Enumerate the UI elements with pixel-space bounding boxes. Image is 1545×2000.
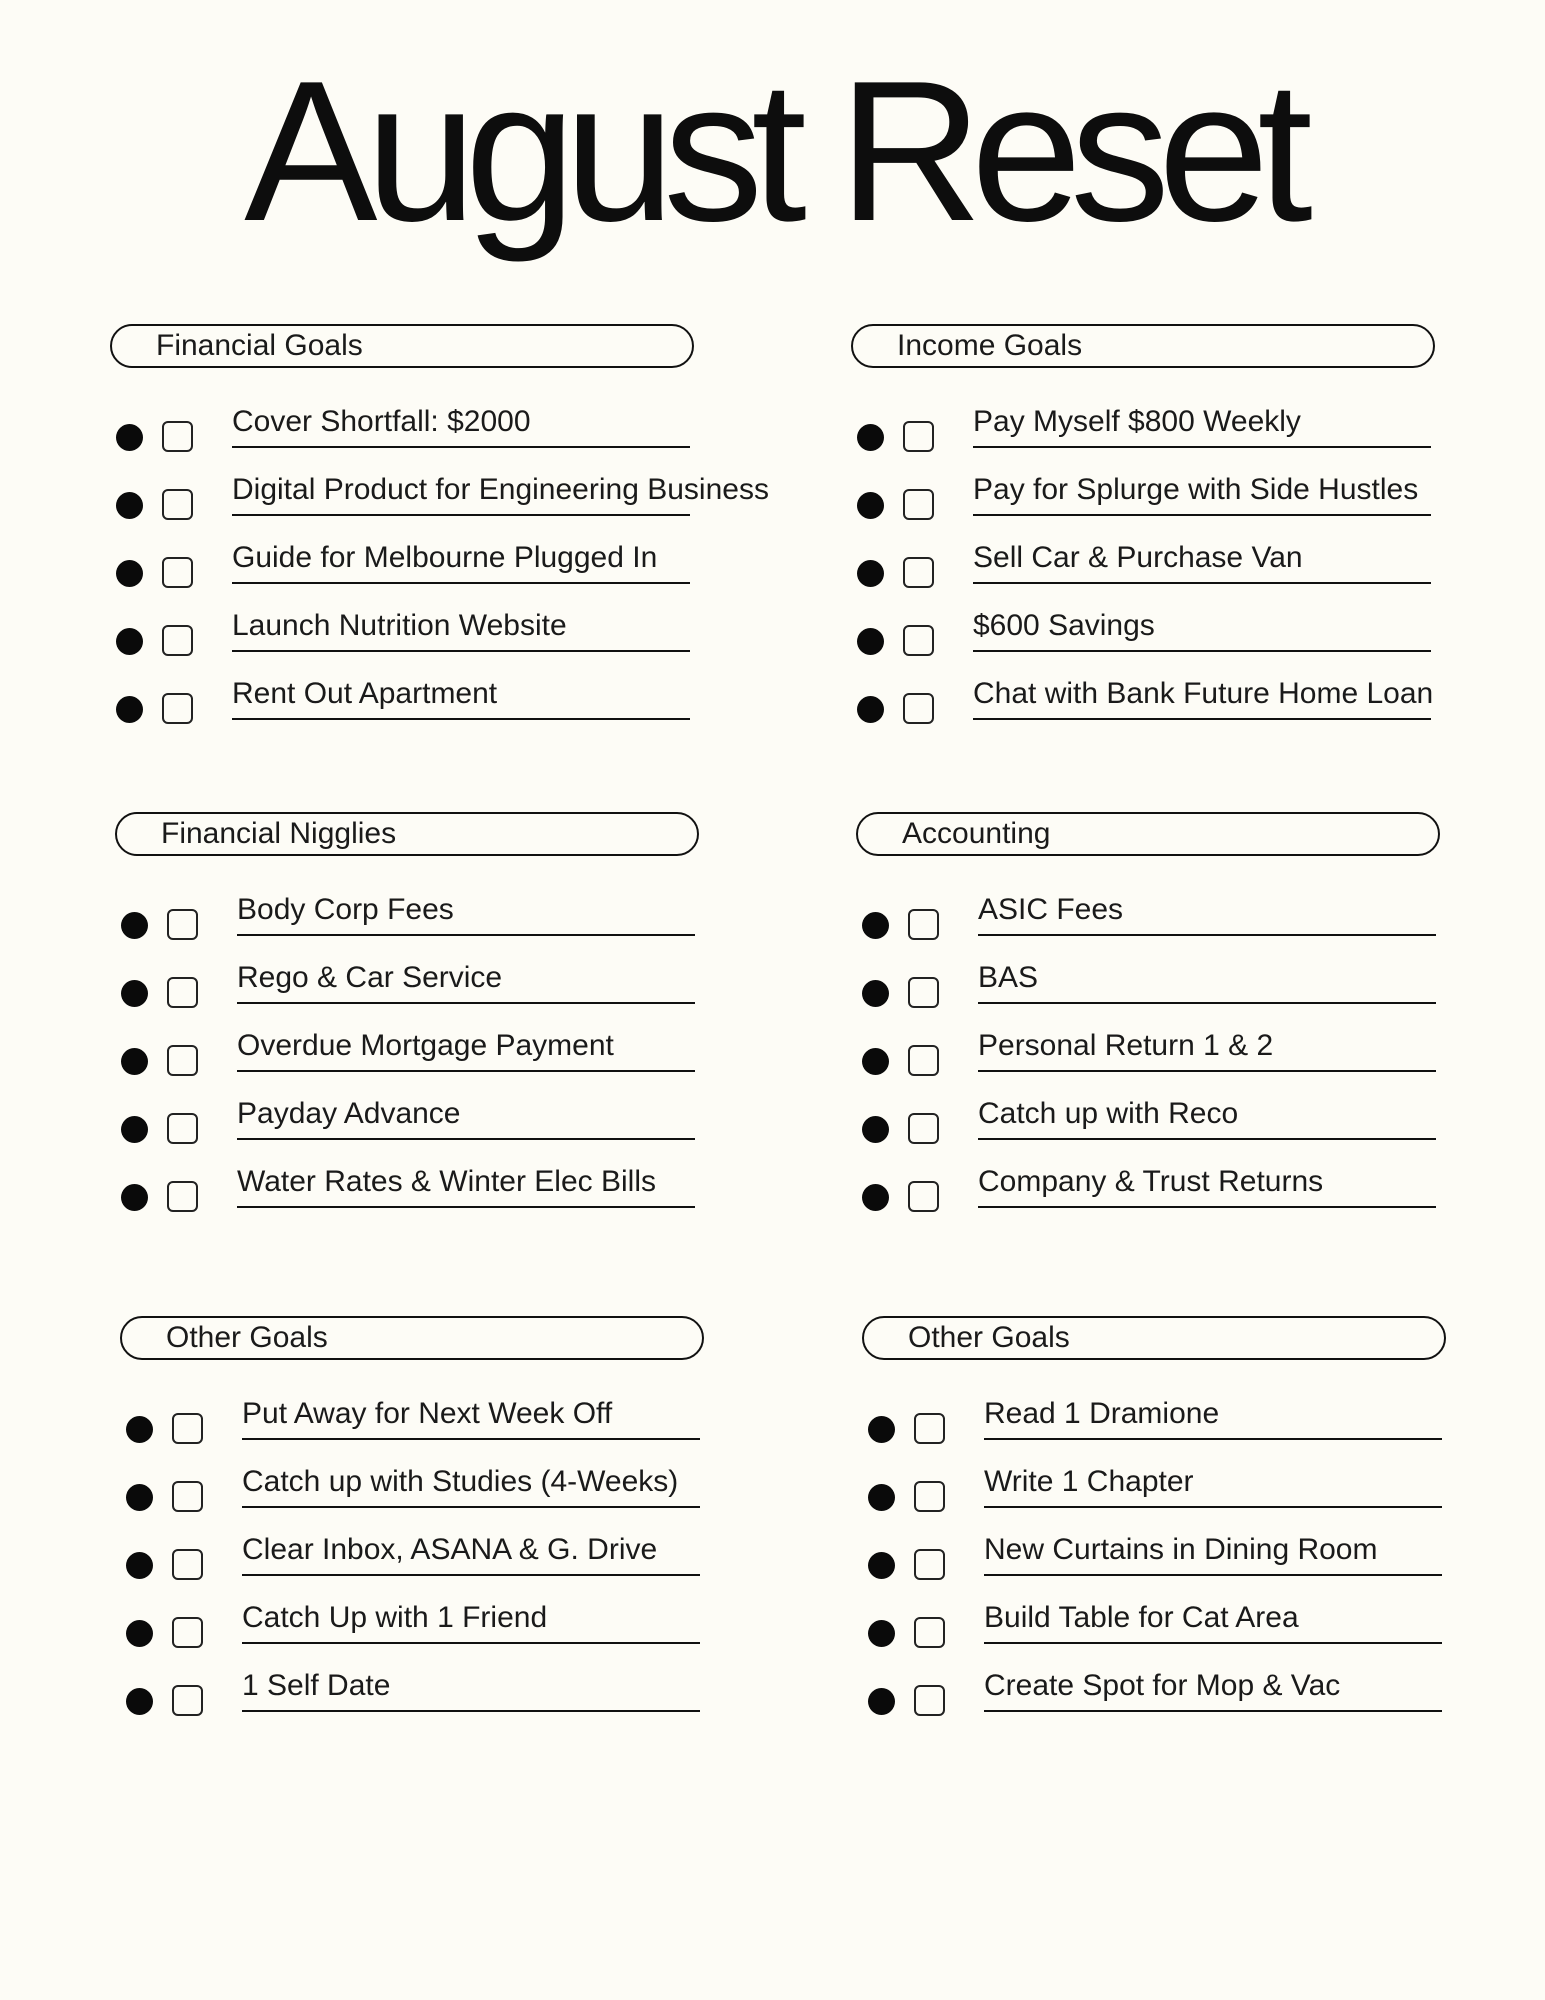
list-item — [851, 466, 1451, 534]
list-item — [862, 1390, 1462, 1458]
bullet-icon — [126, 1484, 153, 1511]
checkbox[interactable] — [914, 1413, 945, 1444]
item-label: Overdue Mortgage Payment — [237, 1026, 695, 1072]
checkbox[interactable] — [903, 693, 934, 724]
item-label: Company & Trust Returns — [978, 1162, 1436, 1208]
item-label: Body Corp Fees — [237, 890, 695, 936]
checkbox[interactable] — [172, 1685, 203, 1716]
bullet-icon — [121, 912, 148, 939]
checklist — [120, 1390, 720, 1730]
item-label: Digital Product for Engineering Business — [232, 470, 690, 516]
item-label: Cover Shortfall: $2000 — [232, 402, 690, 448]
list-item — [120, 1390, 720, 1458]
section-header: Financial Nigglies — [115, 812, 699, 856]
checkbox[interactable] — [908, 977, 939, 1008]
checkbox[interactable] — [167, 977, 198, 1008]
checkbox[interactable] — [172, 1617, 203, 1648]
bullet-icon — [868, 1688, 895, 1715]
list-item — [115, 886, 715, 954]
bullet-icon — [862, 1048, 889, 1075]
list-item — [110, 602, 710, 670]
item-label: 1 Self Date — [242, 1666, 700, 1712]
list-item — [115, 1090, 715, 1158]
list-item — [851, 670, 1451, 738]
checkbox[interactable] — [908, 1113, 939, 1144]
item-label: Sell Car & Purchase Van — [973, 538, 1431, 584]
item-label: Create Spot for Mop & Vac — [984, 1666, 1442, 1712]
checkbox[interactable] — [167, 909, 198, 940]
list-item — [862, 1458, 1462, 1526]
page-title: August Reset — [244, 40, 1301, 263]
item-label: Catch Up with 1 Friend — [242, 1598, 700, 1644]
list-item — [862, 1594, 1462, 1662]
list-item — [120, 1662, 720, 1730]
checkbox[interactable] — [167, 1113, 198, 1144]
checkbox[interactable] — [162, 693, 193, 724]
list-item — [851, 534, 1451, 602]
bullet-icon — [862, 912, 889, 939]
item-label: Catch up with Studies (4-Weeks) — [242, 1462, 700, 1508]
list-item — [120, 1458, 720, 1526]
section-financial-goals — [110, 324, 769, 738]
bullet-icon — [121, 1116, 148, 1143]
bullet-icon — [868, 1484, 895, 1511]
item-label: Rego & Car Service — [237, 958, 695, 1004]
item-label: Clear Inbox, ASANA & G. Drive — [242, 1530, 700, 1576]
list-item — [110, 670, 710, 738]
list-item — [856, 1158, 1456, 1226]
checkbox[interactable] — [162, 489, 193, 520]
bullet-icon — [121, 1184, 148, 1211]
list-item — [856, 1090, 1456, 1158]
item-label: Water Rates & Winter Elec Bills — [237, 1162, 695, 1208]
list-item — [110, 534, 710, 602]
list-item — [851, 398, 1451, 466]
bullet-icon — [126, 1620, 153, 1647]
section-header: Financial Goals — [110, 324, 694, 368]
checkbox[interactable] — [908, 909, 939, 940]
checkbox[interactable] — [162, 625, 193, 656]
bullet-icon — [862, 1184, 889, 1211]
bullet-icon — [857, 424, 884, 451]
checkbox[interactable] — [914, 1685, 945, 1716]
section-header: Other Goals — [120, 1316, 704, 1360]
bullet-icon — [868, 1620, 895, 1647]
bullet-icon — [868, 1416, 895, 1443]
section-income-goals — [851, 324, 1451, 738]
checkbox[interactable] — [914, 1481, 945, 1512]
bullet-icon — [116, 424, 143, 451]
bullet-icon — [116, 696, 143, 723]
list-item — [856, 954, 1456, 1022]
section-header: Other Goals — [862, 1316, 1446, 1360]
section-accounting — [856, 812, 1456, 1226]
list-item — [862, 1662, 1462, 1730]
list-item — [115, 1022, 715, 1090]
list-item — [110, 466, 769, 534]
bullet-icon — [121, 1048, 148, 1075]
section-header: Accounting — [856, 812, 1440, 856]
checkbox[interactable] — [908, 1045, 939, 1076]
list-item — [851, 602, 1451, 670]
section-header: Income Goals — [851, 324, 1435, 368]
checkbox[interactable] — [914, 1549, 945, 1580]
bullet-icon — [116, 492, 143, 519]
item-label: $600 Savings — [973, 606, 1431, 652]
section-other-goals-right — [862, 1316, 1462, 1730]
checkbox[interactable] — [172, 1481, 203, 1512]
list-item — [120, 1594, 720, 1662]
bullet-icon — [857, 696, 884, 723]
item-label: Launch Nutrition Website — [232, 606, 690, 652]
checklist — [851, 398, 1451, 738]
bullet-icon — [857, 560, 884, 587]
item-label: Catch up with Reco — [978, 1094, 1436, 1140]
checkbox[interactable] — [172, 1413, 203, 1444]
checkbox[interactable] — [167, 1181, 198, 1212]
checkbox[interactable] — [903, 625, 934, 656]
item-label: Read 1 Dramione — [984, 1394, 1442, 1440]
bullet-icon — [862, 1116, 889, 1143]
checkbox[interactable] — [167, 1045, 198, 1076]
item-label: Pay Myself $800 Weekly — [973, 402, 1431, 448]
item-label: Build Table for Cat Area — [984, 1598, 1442, 1644]
list-item — [110, 398, 710, 466]
bullet-icon — [126, 1416, 153, 1443]
bullet-icon — [862, 980, 889, 1007]
bullet-icon — [116, 628, 143, 655]
list-item — [856, 886, 1456, 954]
checkbox[interactable] — [903, 489, 934, 520]
item-label: Personal Return 1 & 2 — [978, 1026, 1436, 1072]
checkbox[interactable] — [172, 1549, 203, 1580]
bullet-icon — [121, 980, 148, 1007]
item-label: New Curtains in Dining Room — [984, 1530, 1442, 1576]
bullet-icon — [126, 1552, 153, 1579]
checklist — [862, 1390, 1462, 1730]
bullet-icon — [868, 1552, 895, 1579]
list-item — [115, 1158, 715, 1226]
item-label: ASIC Fees — [978, 890, 1436, 936]
checkbox[interactable] — [914, 1617, 945, 1648]
item-label: BAS — [978, 958, 1436, 1004]
checkbox[interactable] — [903, 557, 934, 588]
list-item — [115, 954, 715, 1022]
item-label: Payday Advance — [237, 1094, 695, 1140]
item-label: Chat with Bank Future Home Loan — [973, 674, 1431, 720]
checkbox[interactable] — [903, 421, 934, 452]
item-label: Write 1 Chapter — [984, 1462, 1442, 1508]
list-item — [862, 1526, 1462, 1594]
checkbox[interactable] — [908, 1181, 939, 1212]
section-financial-niggles — [115, 812, 715, 1226]
bullet-icon — [116, 560, 143, 587]
list-item — [856, 1022, 1456, 1090]
item-label: Rent Out Apartment — [232, 674, 690, 720]
section-other-goals-left — [120, 1316, 720, 1730]
bullet-icon — [126, 1688, 153, 1715]
bullet-icon — [857, 628, 884, 655]
item-label: Guide for Melbourne Plugged In — [232, 538, 690, 584]
checkbox[interactable] — [162, 557, 193, 588]
checkbox[interactable] — [162, 421, 193, 452]
bullet-icon — [857, 492, 884, 519]
item-label: Put Away for Next Week Off — [242, 1394, 700, 1440]
item-label: Pay for Splurge with Side Hustles — [973, 470, 1431, 516]
checklist — [110, 398, 769, 738]
checklist — [856, 886, 1456, 1226]
checklist — [115, 886, 715, 1226]
list-item — [120, 1526, 720, 1594]
